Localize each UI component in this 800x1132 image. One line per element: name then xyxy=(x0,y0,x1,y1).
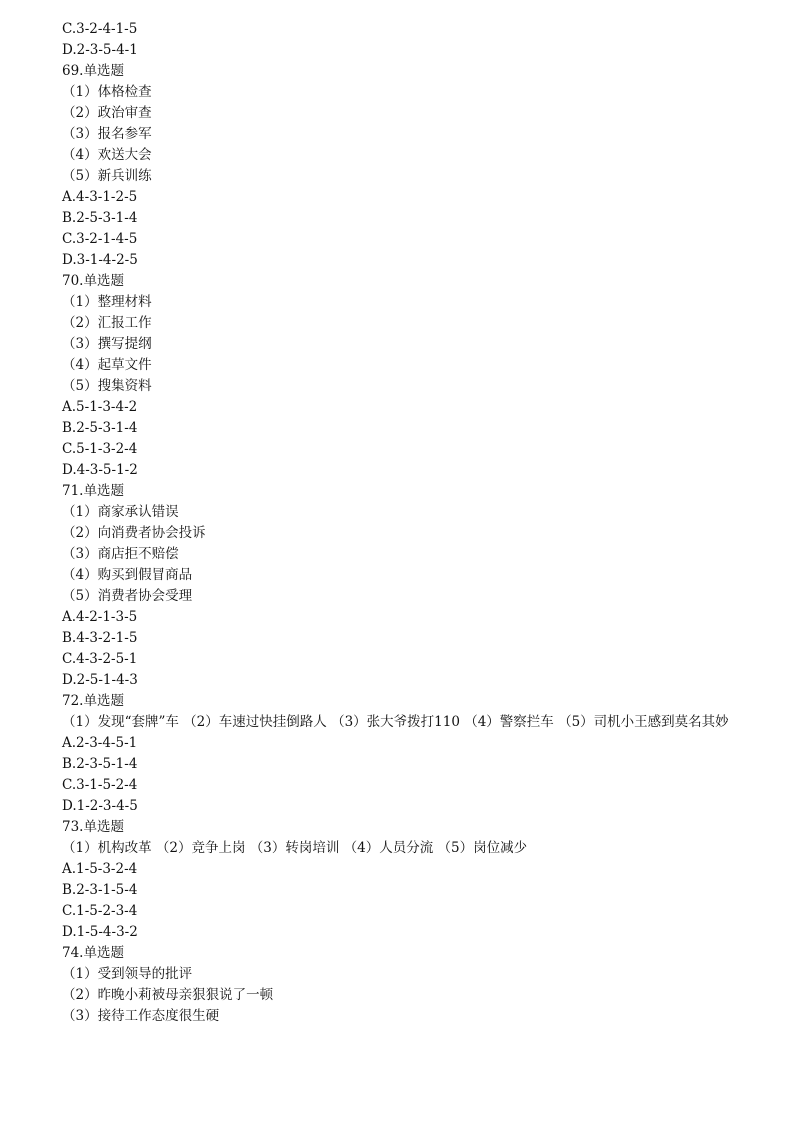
option-b: B.4-3-2-1-5 xyxy=(62,630,138,646)
item-1: （1）商家承认错误 xyxy=(62,504,179,520)
item-2: （2）向消费者协会投诉 xyxy=(62,525,206,541)
option-c: C.1-5-2-3-4 xyxy=(62,903,138,919)
option-a: A.1-5-3-2-4 xyxy=(62,861,138,877)
option-d: D.2-3-5-4-1 xyxy=(62,42,138,58)
item-1: （1）受到领导的批评 xyxy=(62,966,193,982)
option-d: D.1-2-3-4-5 xyxy=(62,798,138,814)
item-3: （3）报名参军 xyxy=(62,126,152,142)
item-sequence: （1）机构改革 （2）竞争上岗 （3）转岗培训 （4）人员分流 （5）岗位减少 xyxy=(62,840,528,856)
question-header-71: 71.单选题 xyxy=(62,483,124,499)
option-c: C.5-1-3-2-4 xyxy=(62,441,138,457)
option-d: D.3-1-4-2-5 xyxy=(62,252,138,268)
question-header-73: 73.单选题 xyxy=(62,819,124,835)
option-b: B.2-5-3-1-4 xyxy=(62,420,138,436)
item-1: （1）整理材料 xyxy=(62,294,152,310)
item-5: （5）新兵训练 xyxy=(62,168,152,184)
item-2: （2）昨晚小莉被母亲狠狠说了一顿 xyxy=(62,987,274,1003)
question-list xyxy=(62,19,752,1027)
item-3: （3）接待工作态度很生硬 xyxy=(62,1008,220,1024)
option-b: B.2-3-1-5-4 xyxy=(62,882,138,898)
item-2: （2）政治审查 xyxy=(62,105,152,121)
item-5: （5）搜集资料 xyxy=(62,378,152,394)
item-4: （4）起草文件 xyxy=(62,357,152,373)
option-a: A.4-3-1-2-5 xyxy=(62,189,138,205)
option-d: D.4-3-5-1-2 xyxy=(62,462,138,478)
item-3: （3）撰写提纲 xyxy=(62,336,152,352)
item-5: （5）消费者协会受理 xyxy=(62,588,193,604)
option-a: A.2-3-4-5-1 xyxy=(62,735,138,751)
option-a: A.4-2-1-3-5 xyxy=(62,609,138,625)
item-sequence: （1）发现“套牌”车 （2）车速过快挂倒路人 （3）张大爷拨打110 （4）警察拦车 （5）司机小王感到莫名其妙 xyxy=(62,714,729,730)
option-c: C.3-2-1-4-5 xyxy=(62,231,138,247)
option-b: B.2-3-5-1-4 xyxy=(62,756,138,772)
item-2: （2）汇报工作 xyxy=(62,315,152,331)
item-1: （1）体格检查 xyxy=(62,84,152,100)
option-c: C.4-3-2-5-1 xyxy=(62,651,138,667)
item-3: （3）商店拒不赔偿 xyxy=(62,546,179,562)
question-header-69: 69.单选题 xyxy=(62,63,124,79)
item-4: （4）购买到假冒商品 xyxy=(62,567,193,583)
option-c: C.3-2-4-1-5 xyxy=(62,21,138,37)
option-b: B.2-5-3-1-4 xyxy=(62,210,138,226)
question-header-70: 70.单选题 xyxy=(62,273,124,289)
item-4: （4）欢送大会 xyxy=(62,147,152,163)
question-header-72: 72.单选题 xyxy=(62,693,124,709)
option-a: A.5-1-3-4-2 xyxy=(62,399,138,415)
question-header-74: 74.单选题 xyxy=(62,945,124,961)
option-d: D.1-5-4-3-2 xyxy=(62,924,138,940)
option-c: C.3-1-5-2-4 xyxy=(62,777,138,793)
option-d: D.2-5-1-4-3 xyxy=(62,672,138,688)
